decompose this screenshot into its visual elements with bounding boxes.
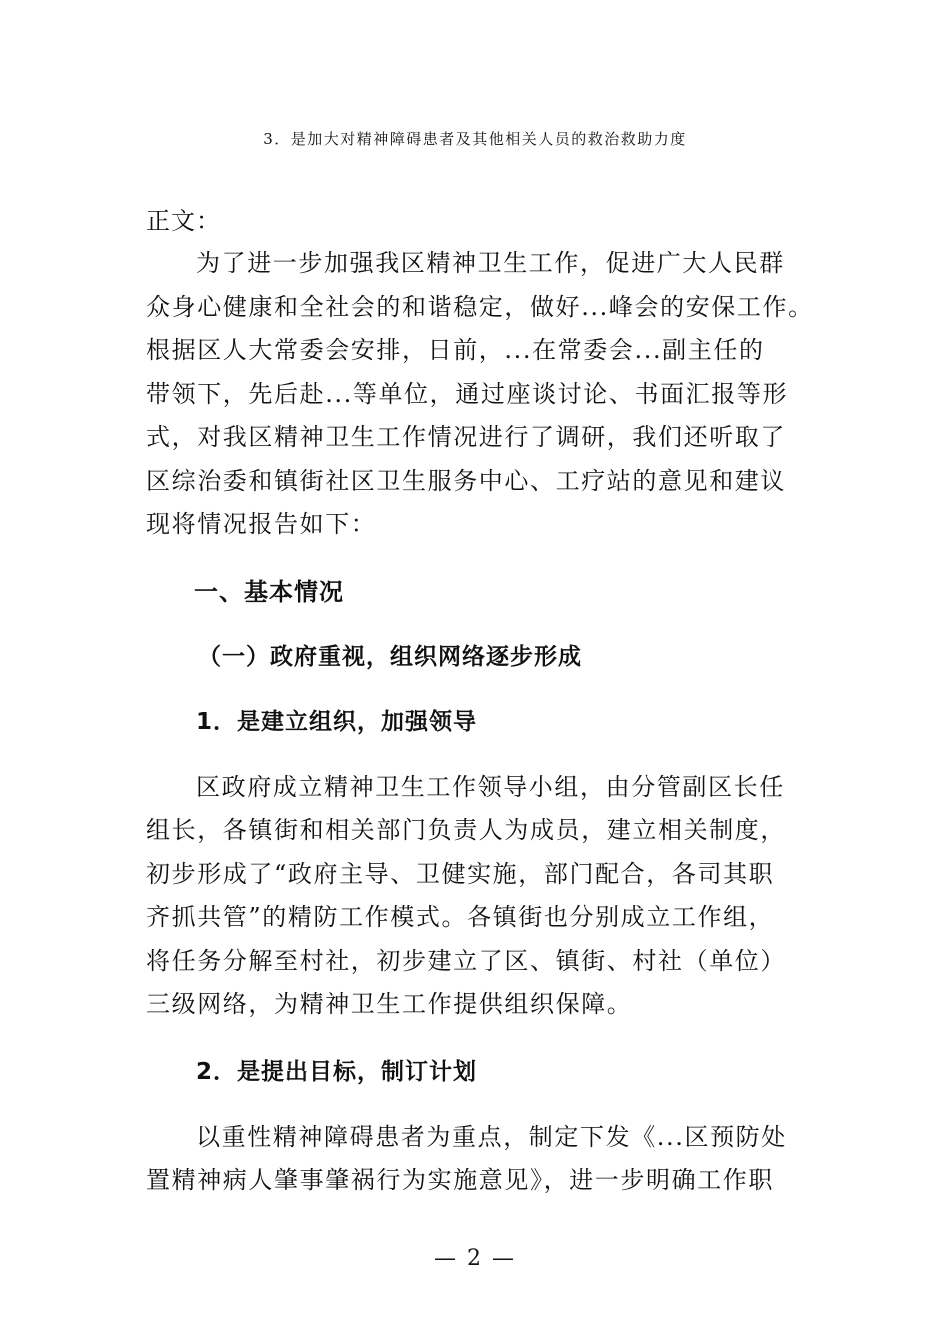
intro-paragraph <box>146 242 826 547</box>
paragraph-line: 式，对我区精神卫生工作情况进行了调研，我们还听取了 <box>146 423 786 451</box>
paragraph-line: 组长，各镇街和相关部门负责人为成员，建立相关制度， <box>146 816 786 844</box>
page-number: — 2 — <box>434 1246 516 1271</box>
paragraph-line: 现将情况报告如下： <box>146 510 377 538</box>
item-2-paragraph <box>146 1116 826 1203</box>
paragraph-line: 齐抓共管”的精防工作模式。各镇街也分别成立工作组， <box>146 903 775 931</box>
paragraph-line: 以重性精神障碍患者为重点，制定下发《...区预防处 <box>196 1122 787 1151</box>
item-2-heading: 2．是提出目标，制订计划 <box>196 1058 478 1085</box>
item-1-paragraph <box>146 766 826 1027</box>
paragraph-line: 三级网络，为精神卫生工作提供组织保障。 <box>146 990 633 1018</box>
running-head: 3．是加大对精神障碍患者及其他相关人员的救治救助力度 <box>263 130 687 148</box>
paragraph-line: 置精神病人肇事肇祸行为实施意见》，进一步明确工作职 <box>146 1166 774 1194</box>
paragraph-line: 为了进一步加强我区精神卫生工作，促进广大人民群 <box>196 249 785 277</box>
paragraph-line: 初步形成了“政府主导、卫健实施，部门配合，各司其职 <box>146 859 775 888</box>
paragraph-line: 区政府成立精神卫生工作领导小组，由分管副区长任 <box>196 772 785 801</box>
section-heading: 一、基本情况 <box>194 577 344 606</box>
subsection-heading: （一）政府重视，组织网络逐步形成 <box>198 643 582 670</box>
paragraph-line: 根据区人大常委会安排，日前，...在常委会...副主任的 <box>146 336 765 364</box>
document-body <box>146 200 826 1203</box>
item-1-heading: 1．是建立组织，加强领导 <box>196 708 478 735</box>
paragraph-line: 带领下，先后赴...等单位，通过座谈讨论、书面汇报等形 <box>146 379 789 408</box>
paragraph-line: 将任务分解至村社，初步建立了区、镇街、村社（单位） <box>146 946 786 975</box>
paragraph-line: 区综治委和镇街社区卫生服务中心、工疗站的意见和建议 <box>146 466 786 495</box>
paragraph-line: 众身心健康和全社会的和谐稳定，做好...峰会的安保工作。 <box>146 292 814 321</box>
body-label: 正文： <box>146 207 221 235</box>
